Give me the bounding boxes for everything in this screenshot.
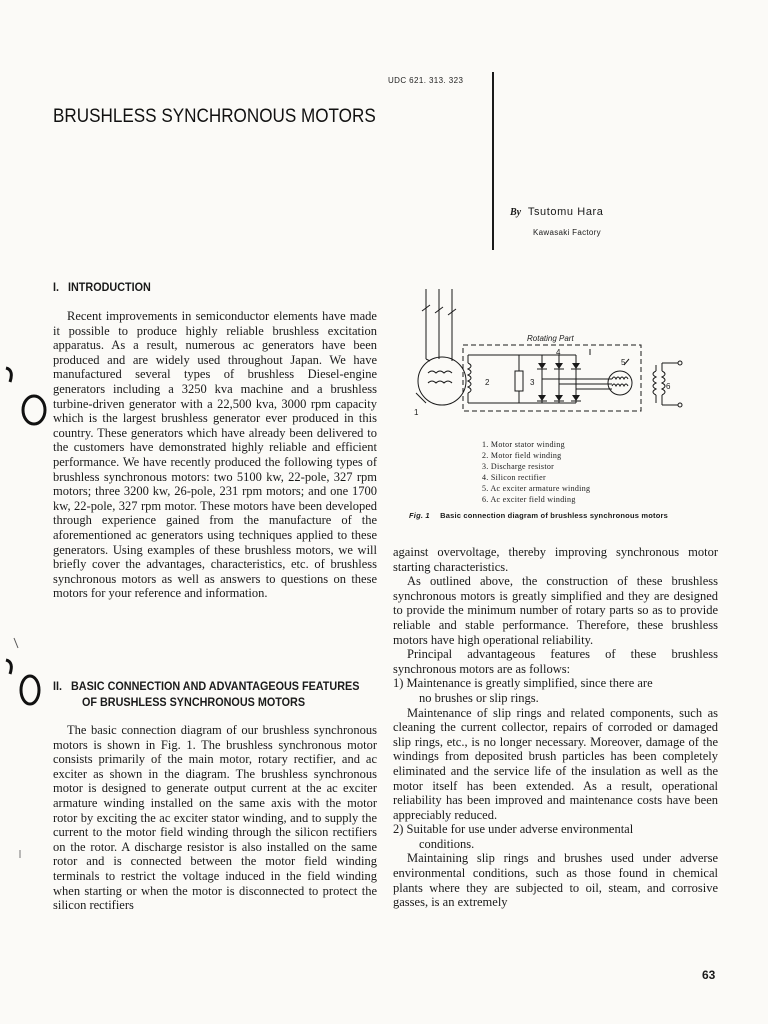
list-text: Suitable for use under adverse environmental — [406, 822, 634, 837]
legend-item: 2. Motor field winding — [482, 450, 562, 460]
byline-prefix: By — [510, 207, 522, 218]
legend-item: 4. Silicon rectifier — [482, 472, 546, 482]
paragraph: Maintenance of slip rings and related components, such as cleaning the current collector, repairs of corroded or damaged slip rings, etc., is no longer necessary. Moreover, damage of the windings from deposited brush particles has been completely eliminated and the service life of the insulation as well as the motor itself has been extended. As a result, operational reliability has been improved and maintenance costs have been appreciably reduced. — [393, 705, 718, 822]
binding-hole-marks — [0, 0, 50, 1024]
diagram-label-2: 2 — [485, 378, 490, 387]
diagram-label-3: 3 — [530, 378, 535, 387]
byline — [510, 206, 604, 218]
figure-number: Fig. 1 — [409, 511, 430, 520]
udc-classification: UDC 621. 313. 323 — [388, 76, 464, 85]
legend-item: 6. Ac exciter field winding — [482, 494, 576, 504]
section-heading-2-line1: II. BASIC CONNECTION AND ADVANTAGEOUS FEATURES — [53, 679, 360, 693]
diagram-label-5: 5 — [621, 358, 626, 367]
legend-item: 3. Discharge resistor — [482, 461, 555, 471]
section-2-paragraph: The basic connection diagram of our brushless synchronous motors is shown in Fig. 1. The brushless synchronous motor consists primarily of the main motor, rotary rectifier, and ac exciter as shown in the diagram. The brushless synchronous motor is designed to generate output current at the ac exciter armature winding installed on the same axis with the motor rotor by exciting the ac exciter stator winding, and to supply the current to the motor field winding through the silicon rectifiers on the rotor. A discharge resistor is also installed on the same rotor and is connected between the motor field winding terminals to restrict the voltage induced in the field winding when starting or when the motor is disconnected to protect the silicon rectifiers — [53, 723, 377, 913]
author-affiliation: Kawasaki Factory — [533, 228, 601, 237]
right-column-text — [393, 545, 718, 910]
paragraph: As outlined above, the construction of these brushless synchronous motors is greatly simplified and they are designed to provide the minimum number of rotary parts so as to provide reliable and stable performance. Therefore, these brushless motors have high operational reliability. — [393, 574, 718, 647]
figure-caption-text: Basic connection diagram of brushless synchronous motors — [440, 511, 669, 520]
legend-item: 5. Ac exciter armature winding — [482, 483, 591, 493]
page-number: 63 — [702, 968, 716, 982]
article-title: BRUSHLESS SYNCHRONOUS MOTORS — [53, 106, 376, 127]
legend-item: 1. Motor stator winding — [482, 440, 565, 449]
paragraph: against overvoltage, thereby improving synchronous motor starting characteristics. — [393, 545, 718, 574]
diagram-label-4: 4 — [556, 348, 561, 357]
list-number: 2) — [393, 822, 404, 837]
figure-legend — [482, 440, 590, 505]
diagram-label-1: 1 — [414, 408, 419, 417]
introduction-paragraph: Recent improvements in semiconductor elements have made it possible to produce highly reliable brushless excitation apparatus. As a result, numerous ac generators have been produced and are widely used throughout Japan. We have manufactured several types of brushless Diesel-engine generators including a 3250 kva machine and a brushless turbine-driven generator with a 22,500 kva, 3000 rpm capacity which is the largest brushless generator ever produced in this country. These generators which have already been delivered to the customers have demonstrated highly reliable and efficient performance. We have recently produced the following types of brushless synchronous motors: two 5100 kw, 22-pole, 327 rpm motors; three 3200 kw, 26-pole, 231 rpm motors; and one 1700 kw, 22-pole, 327 rpm motor. These motors have been developed through experience gained from the manufacture of the aforementioned ac generators using techniques applied to these generators. Using examples of these brushless motors, we will briefly cover the advantages, characteristics, etc. of brushless synchronous motors as well as answers to questions on these motors for your reference and information. — [53, 309, 377, 601]
diagram-label-6: 6 — [666, 382, 671, 391]
list-number: 1) — [393, 676, 404, 691]
list-item — [393, 676, 718, 691]
figure-caption — [409, 511, 668, 520]
paragraph: Maintaining slip rings and brushes used under adverse environmental conditions, such as those found in chemical plants where they are subjected to oil, steam, and corrosive gasses, is an extremely — [393, 851, 718, 910]
list-text: Maintenance is greatly simplified, since there are — [406, 676, 653, 691]
section-heading-introduction: I. INTRODUCTION — [53, 280, 151, 294]
rotating-part-label: Rotating Part — [527, 334, 574, 343]
paragraph: Principal advantageous features of these brushless synchronous motors are as follows: — [393, 647, 718, 676]
author-name: Tsutomu Hara — [527, 206, 604, 218]
header-divider — [492, 72, 494, 250]
list-item-continuation: no brushes or slip rings. — [419, 690, 539, 705]
list-item — [393, 822, 718, 837]
list-item-continuation: conditions. — [419, 836, 475, 851]
section-heading-2-line2: OF BRUSHLESS SYNCHRONOUS MOTORS — [82, 695, 306, 709]
connection-diagram — [400, 285, 700, 435]
